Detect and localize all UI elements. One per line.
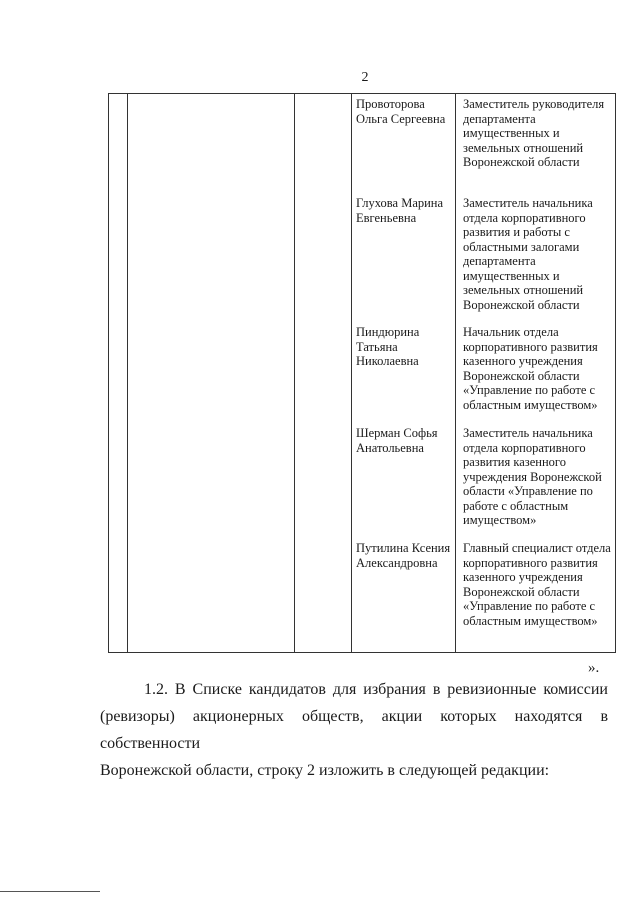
member-position: Заместитель руководителя департамента имущественных и земельных отношений Воронежской области [463,97,605,169]
footer-rule [0,891,100,892]
paragraph-line: Воронежской области, строку 2 изложить в следующей редакции: [100,762,550,779]
table-top-border [108,93,616,94]
member-name: Путилина Ксения Александровна [356,541,451,570]
closing-quote-mark: ». [588,660,600,676]
paragraph-line: (ревизоры) акционерных обществ, акции которых находятся в собственности [100,708,608,752]
table-right-border [615,93,616,653]
table-column-divider-2 [294,93,295,653]
table-bottom-border [108,652,616,653]
member-position: Главный специалист отдела корпоративного развития казенного учреждения Воронежской области «Управление по работе с областным имуществом» [463,541,611,628]
member-position: Заместитель начальника отдела корпоративного развития казенного учреждения Воронежской области «Управление по работе с областным имуществом» [463,426,602,527]
table-column-divider-1 [127,93,128,653]
table-column-divider-3 [351,93,352,653]
page-number: 2 [361,70,369,85]
member-position: Начальник отдела корпоративного развития казенного учреждения Воронежской области «Управление по работе с областным имуществом» [463,325,598,412]
member-name: Глухова Марина Евгеньевна [356,196,444,225]
paragraph-line: 1.2. В Списке кандидатов для избрания в ревизионные комиссии [144,681,608,698]
amendment-paragraph [100,676,608,784]
table-left-border [108,93,109,653]
member-name: Шерман Софья Анатольевна [356,426,438,455]
member-position: Заместитель начальника отдела корпоративного развития и работы с областными залогами департамента имущественных и земельных отношений Воронежской области [463,196,593,312]
member-name: Пиндюрина Татьяна Николаевна [356,325,420,368]
member-name: Провоторова Ольга Сергеевна [356,97,446,126]
